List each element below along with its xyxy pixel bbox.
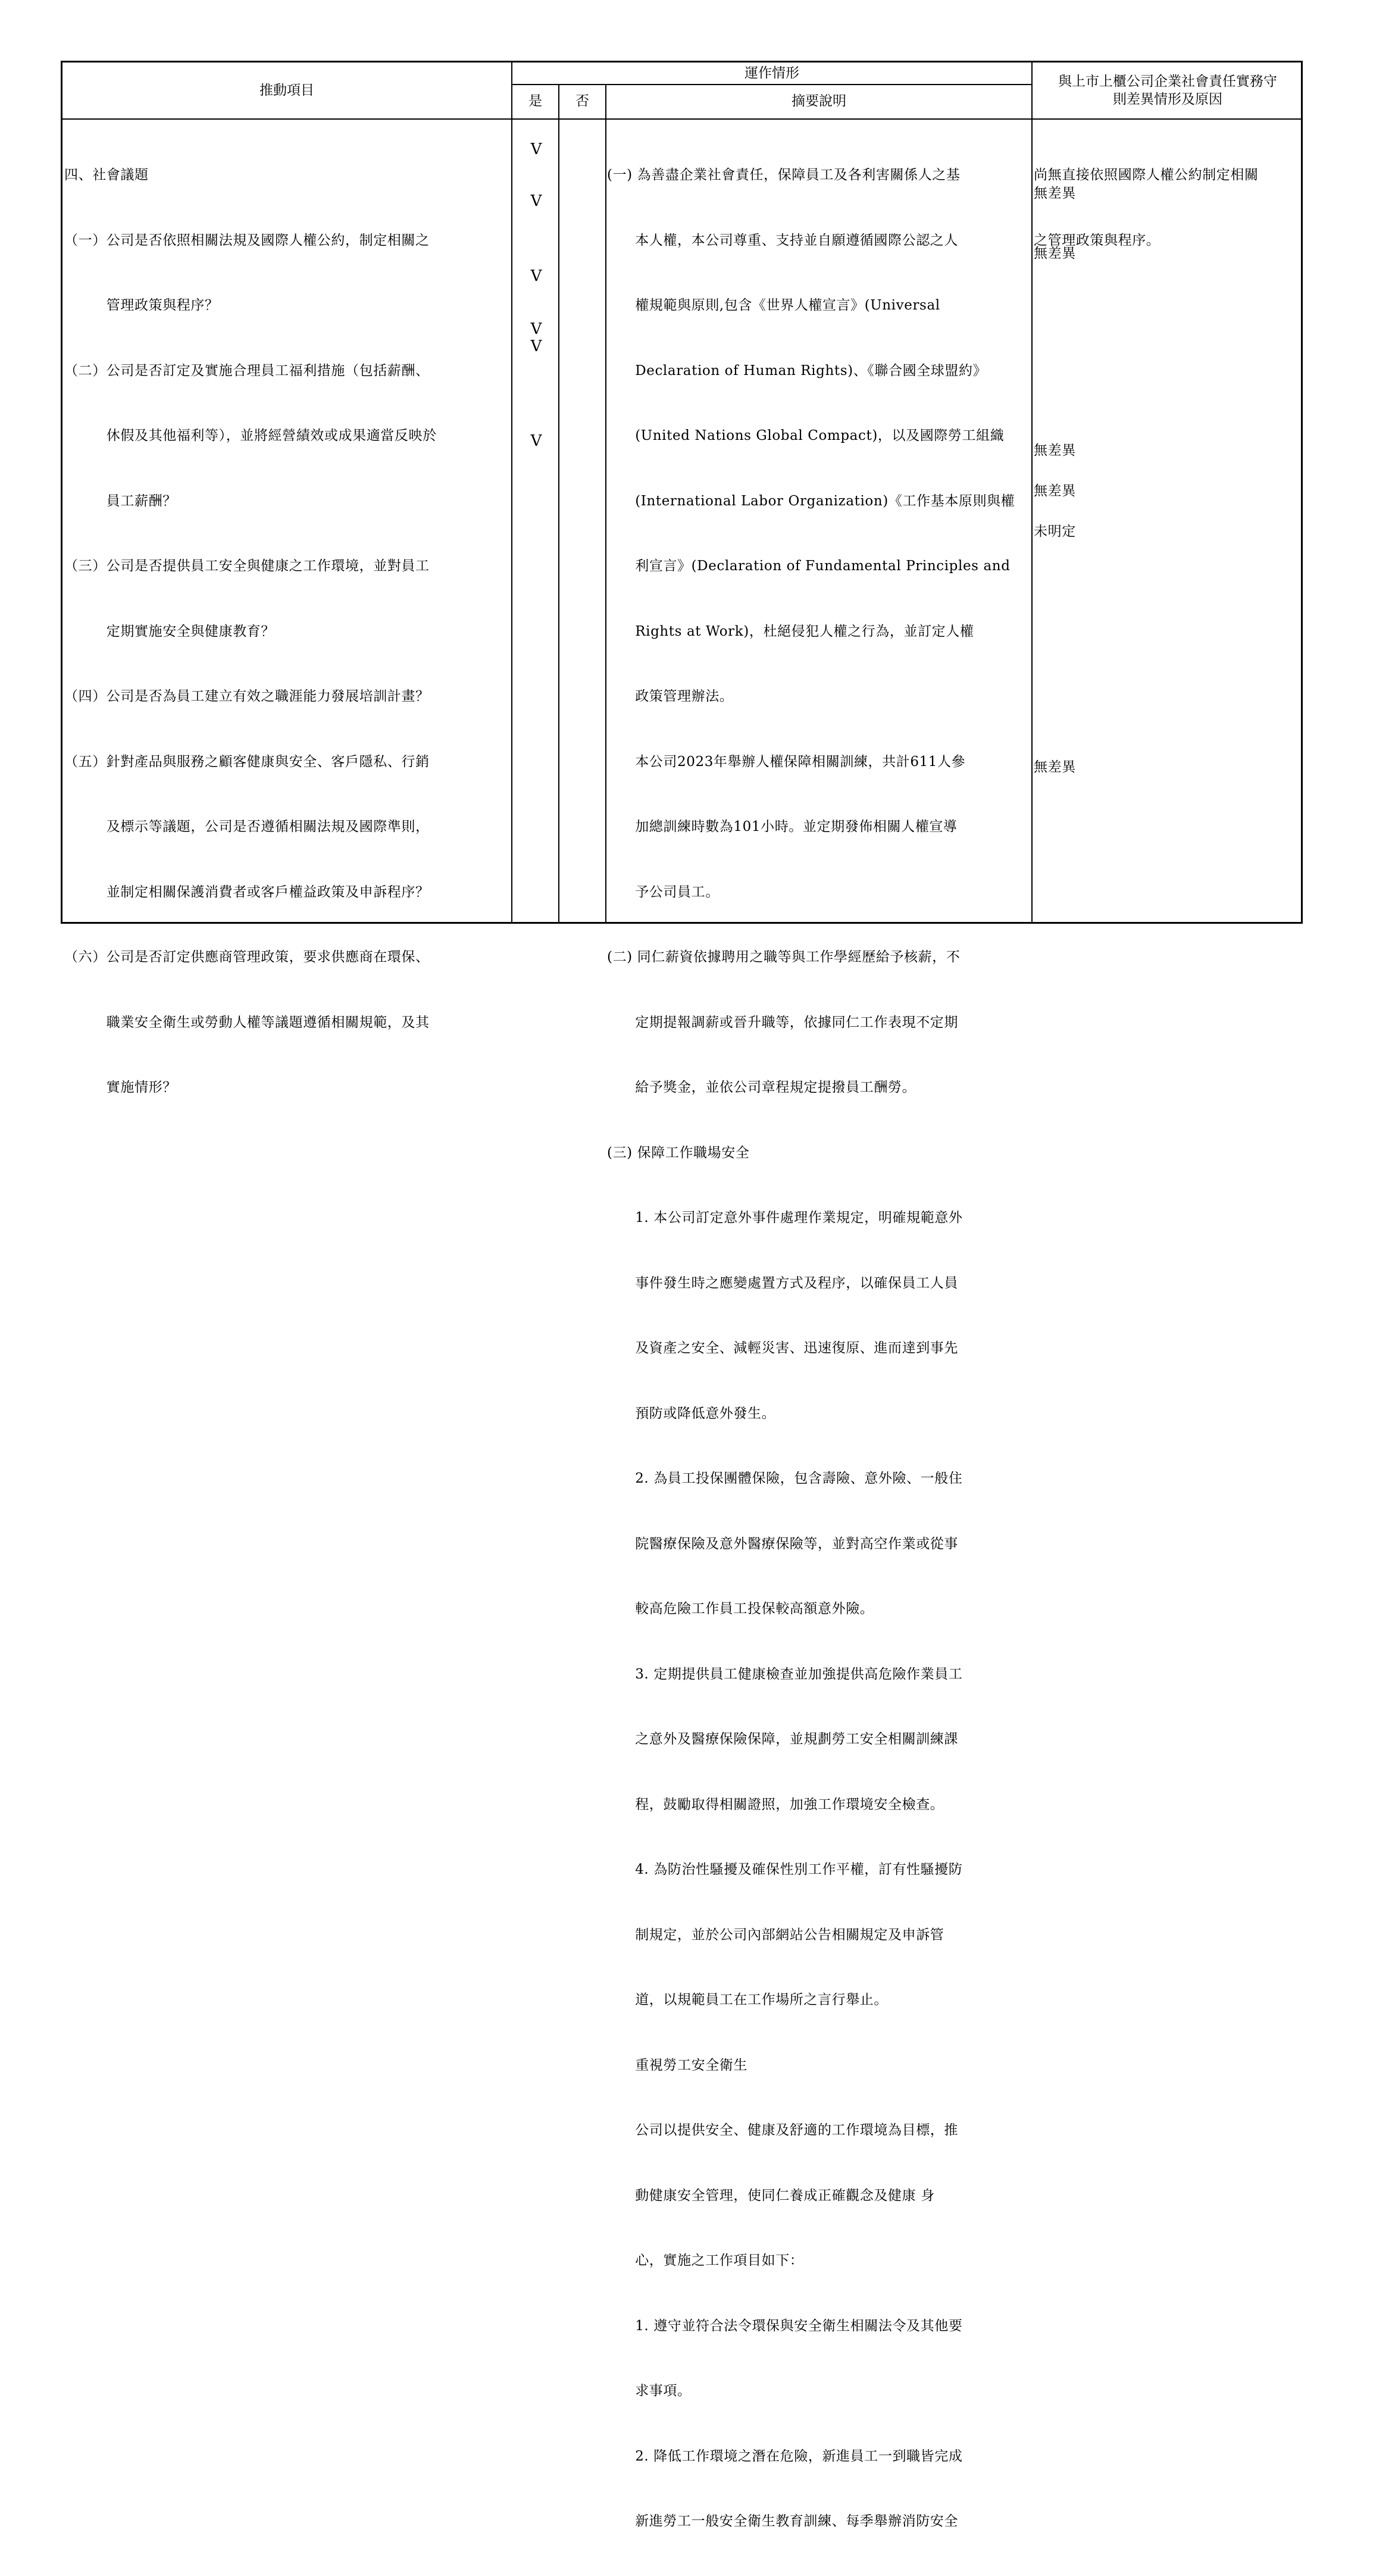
summary-line: 及資產之安全、減輕災害、迅速復原、進而達到事先: [607, 1340, 958, 1356]
header-no: 否: [575, 93, 589, 109]
header-yes: 是: [528, 93, 542, 109]
item-line: 四、社會議題: [64, 167, 149, 183]
summary-line: 重視勞工安全衛生: [607, 2057, 747, 2073]
header-diff-line: 與上市上櫃公司企業社會責任實務守: [1058, 74, 1277, 89]
item-line: （一）公司是否依照相關法規及國際人權公約，制定相關之: [64, 232, 430, 248]
yes-mark: V: [530, 320, 542, 338]
item-line: 員工薪酬？: [64, 493, 177, 509]
yes-mark: V: [530, 337, 542, 355]
yes-mark: V: [530, 140, 542, 158]
diff-2: 無差異: [1034, 186, 1076, 201]
header-diff: [1033, 73, 1303, 108]
diff-7: 無差異: [1034, 759, 1076, 775]
summary-line: 3. 定期提供員工健康檢查並加強提供高危險作業員工: [607, 1666, 963, 1682]
summary-line: 加總訓練時數為101小時。並定期發佈相關人權宣導: [607, 819, 958, 834]
summary-line: (二) 同仁薪資依據聘用之職等與工作學經歷給予核薪，不: [607, 949, 961, 965]
summary-line: 新進勞工一般安全衛生教育訓練、每季舉辦消防安全: [607, 2514, 958, 2529]
summary-line: 2. 為員工投保團體保險，包含壽險、意外險、一般住: [607, 1471, 963, 1486]
diff-line: 尚無直接依照國際人權公約制定相關: [1034, 167, 1259, 183]
yes-mark: V: [530, 192, 542, 210]
item-line: 並制定相關保護消費者或客戶權益政策及申訴程序？: [64, 884, 430, 900]
yes-mark: V: [530, 432, 542, 450]
summary-line: 較高危險工作員工投保較高額意外險。: [607, 1601, 874, 1617]
summary-line: 院醫療保險及意外醫療保險等，並對高空作業或從事: [607, 1536, 958, 1552]
item-line: （四）公司是否為員工建立有效之職涯能力發展培訓計畫？: [64, 689, 430, 704]
summary-line: 予公司員工。: [607, 884, 720, 900]
summary-line: (一) 為善盡企業社會責任，保障員工及各利害關係人之基: [607, 167, 961, 183]
summary-line: Declaration of Human Rights)、《聯合國全球盟約》: [607, 362, 987, 379]
column-divider: [558, 85, 559, 922]
summary-line: 預防或降低意外發生。: [607, 1405, 776, 1421]
item-line: （六）公司是否訂定供應商管理政策，要求供應商在環保、: [64, 949, 430, 965]
summary-line: 定期提報調薪或晉升職等，依據同仁工作表現不定期: [607, 1014, 958, 1030]
summary-line: 1. 遵守並符合法令環保與安全衛生相關法令及其他要: [607, 2318, 963, 2334]
items-text: [64, 121, 437, 1142]
summary-line: 本人權，本公司尊重、支持並自願遵循國際公認之人: [607, 232, 958, 248]
summary-line: 之意外及醫療保險保障，並規劃勞工安全相關訓練課: [607, 1731, 958, 1747]
csr-table: [61, 61, 1303, 2529]
item-line: 及標示等議題，公司是否遵循相關法規及國際準則，: [64, 819, 430, 834]
header-bottom-line: [62, 118, 1301, 120]
summary-line: 心，實施之工作項目如下：: [607, 2253, 804, 2268]
column-divider: [511, 62, 512, 922]
summary-line: (三) 保障工作職場安全: [607, 1145, 750, 1161]
diff-1: [1034, 121, 1259, 295]
item-line: 休假及其他福利等），並將經營績效或成果適當反映於: [64, 428, 437, 443]
column-divider: [605, 85, 606, 922]
summary-line: Rights at Work)，杜絕侵犯人權之行為，並訂定人權: [607, 623, 974, 639]
item-line: （五）針對產品與服務之顧客健康與安全、客戶隱私、行銷: [64, 754, 430, 770]
header-diff-line: 則差異情形及原因: [1113, 92, 1222, 107]
summary-line: 利宣言》(Declaration of Fundamental Principles and: [607, 558, 1011, 574]
summary-line: 公司以提供安全、健康及舒適的工作環境為目標，推: [607, 2122, 958, 2138]
summary-line: (International Labor Organization)《工作基本原則與權: [607, 493, 1015, 509]
summary-line: 制規定，並於公司內部網站公告相關規定及申訴管: [607, 1927, 944, 1943]
item-line: 職業安全衛生或勞動人權等議題遵循相關規範，及其: [64, 1014, 430, 1030]
item-line: （二）公司是否訂定及實施合理員工福利措施（包括薪酬、: [64, 362, 430, 379]
summary-line: 動健康安全管理，使同仁養成正確觀念及健康 身: [607, 2187, 935, 2203]
summary-line: 程，鼓勵取得相關證照，加強工作環境安全檢查。: [607, 1796, 944, 1812]
diff-3: 無差異: [1034, 246, 1076, 261]
summary-line: 事件發生時之應變處置方式及程序，以確保員工人員: [607, 1275, 958, 1291]
summary-line: 求事項。: [607, 2383, 692, 2399]
yes-mark: V: [530, 267, 542, 285]
header-summary: 摘要說明: [792, 93, 846, 109]
item-line: （三）公司是否提供員工安全與健康之工作環境，並對員工: [64, 558, 430, 574]
summary-line: 權規範與原則,包含《世界人權宣言》(Universal: [607, 298, 940, 313]
summary-line: 1. 本公司訂定意外事件處理作業規定，明確規範意外: [607, 1210, 963, 1226]
item-line: 管理政策與程序？: [64, 298, 219, 313]
summary-line: 政策管理辦法。: [607, 689, 734, 704]
summary-line: 2. 降低工作環境之潛在危險，新進員工一到職皆完成: [607, 2448, 963, 2464]
diff-4: 無差異: [1034, 443, 1076, 458]
summary-line: 本公司2023年舉辦人權保障相關訓練，共計611人參: [607, 754, 966, 770]
header-item: 推動項目: [259, 83, 314, 98]
summary-text: [607, 121, 1015, 2576]
diff-5: 無差異: [1034, 483, 1076, 499]
column-divider: [1031, 62, 1033, 922]
diff-line: 之管理政策與程序。: [1034, 232, 1160, 248]
summary-line: (United Nations Global Compact)，以及國際勞工組織: [607, 428, 1005, 443]
diff-6: 未明定: [1034, 524, 1076, 539]
summary-line: 4. 為防治性騷擾及確保性別工作平權，訂有性騷擾防: [607, 1862, 963, 1877]
item-line: 定期實施安全與健康教育？: [64, 623, 275, 639]
summary-line: 給予獎金，並依公司章程規定提撥員工酬勞。: [607, 1080, 916, 1095]
row-divider: [511, 84, 1033, 85]
header-operation: 運作情形: [745, 65, 799, 81]
summary-line: 道，以規範員工在工作場所之言行舉止。: [607, 1992, 888, 2008]
item-line: 實施情形？: [64, 1080, 177, 1095]
